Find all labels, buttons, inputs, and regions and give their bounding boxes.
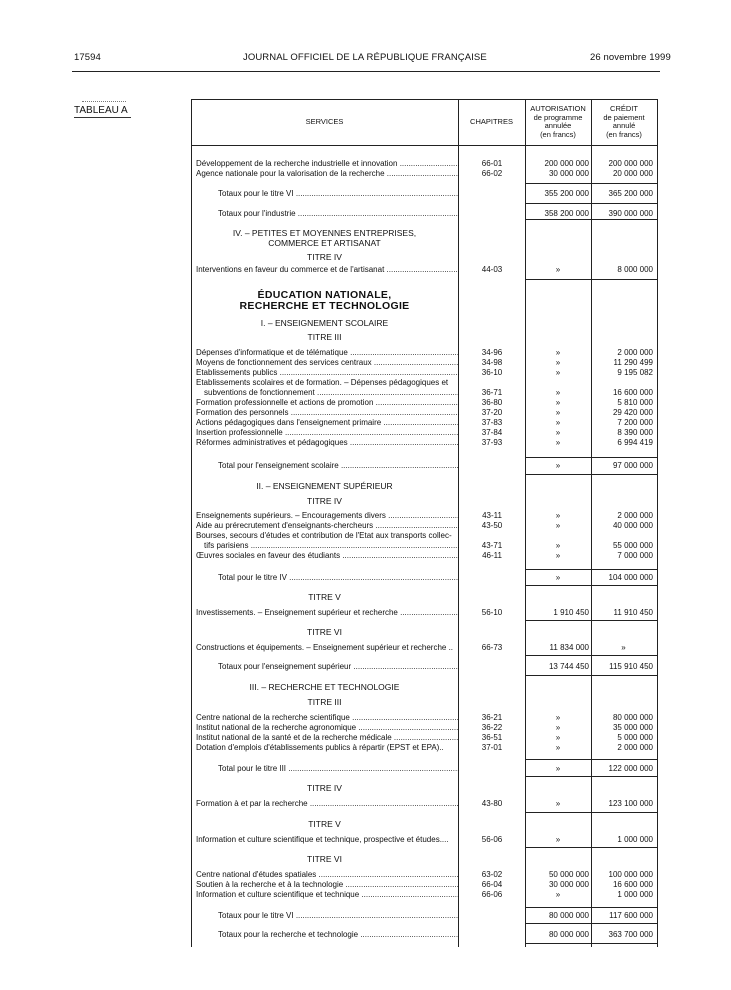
row-chapitre: 63-02 <box>481 870 503 879</box>
total-rule <box>525 655 657 656</box>
row-autorisation: 30 000 000 <box>548 169 589 178</box>
row-label: Total pour le titre IV ..... <box>218 573 459 583</box>
budget-table <box>191 99 658 947</box>
table-row <box>191 764 658 774</box>
titre-heading: TITRE VI <box>307 854 342 864</box>
table-row <box>191 358 658 368</box>
section-rule <box>525 279 657 280</box>
col-header-autorisation: AUTORISATION de programme annulée (en francs) <box>530 104 586 139</box>
table-row <box>191 870 658 880</box>
row-chapitre: 44-03 <box>481 265 503 274</box>
titre-heading: TITRE III <box>307 332 342 342</box>
row-autorisation: » <box>555 541 561 550</box>
row-chapitre: 36-10 <box>481 368 503 377</box>
table-row <box>191 169 658 179</box>
section-rule <box>525 620 657 621</box>
row-credit: 390 000 000 <box>608 209 653 218</box>
row-credit: 104 000 000 <box>608 573 653 582</box>
col-header-services: SERVICES <box>305 116 344 126</box>
row-chapitre: 37-83 <box>481 418 503 427</box>
row-chapitre: 36-21 <box>481 713 503 722</box>
total-rule <box>525 219 657 220</box>
col-header-chapitres: CHAPITRES <box>470 116 513 126</box>
row-chapitre: 36-22 <box>481 723 503 732</box>
row-chapitre: 34-98 <box>481 358 503 367</box>
total-rule <box>525 457 657 458</box>
row-label: Totaux pour l'enseignement supérieur ..... <box>218 662 459 672</box>
row-autorisation: 13 744 450 <box>548 662 589 671</box>
row-credit: 115 910 450 <box>609 662 653 671</box>
row-label: Constructions et équipements. – Enseignement supérieur et recherche .. <box>196 643 454 652</box>
row-autorisation: » <box>555 348 561 357</box>
row-credit: 11 910 450 <box>613 608 653 617</box>
ministry-heading: RECHERCHE ET TECHNOLOGIE <box>239 300 410 312</box>
row-label: Insertion professionnelle ..... <box>196 428 459 438</box>
table-row <box>191 461 658 471</box>
row-label: Total pour le titre III ..... <box>218 764 459 774</box>
row-label: Bourses, secours d'études et contribution de l'Etat aux transports collec- <box>196 531 452 540</box>
table-row <box>191 890 658 900</box>
row-label: Soutien à la recherche et à la technologie ..... <box>196 880 459 890</box>
row-credit: 2 000 000 <box>617 511 653 520</box>
row-label: Centre national de la recherche scientifique ..... <box>196 713 459 723</box>
row-credit: 5 000 000 <box>617 733 653 742</box>
row-chapitre: 56-06 <box>481 835 503 844</box>
table-row <box>191 531 658 541</box>
table-row <box>191 511 658 521</box>
table-row <box>191 723 658 733</box>
row-credit: 8 000 000 <box>617 265 653 274</box>
row-label: Moyens de fonctionnement des services centraux ..... <box>196 358 459 368</box>
row-label: Formation des personnels ..... <box>196 408 459 418</box>
row-label: Totaux pour l'industrie ..... <box>218 209 459 219</box>
col-header-credit: CRÉDIT de paiement annulé (en francs) <box>603 104 645 139</box>
row-label: subventions de fonctionnement ..... <box>204 388 459 398</box>
row-autorisation: » <box>555 408 561 417</box>
row-chapitre: 37-84 <box>481 428 503 437</box>
row-chapitre: 66-73 <box>481 643 503 652</box>
section-rule <box>525 812 657 813</box>
row-autorisation: » <box>555 368 561 377</box>
row-chapitre: 66-01 <box>481 159 503 168</box>
header-rule <box>72 71 660 72</box>
row-label: Institut national de la santé et de la recherche médicale ..... <box>196 733 459 743</box>
titre-heading: TITRE V <box>308 819 341 829</box>
row-autorisation: » <box>555 418 561 427</box>
titre-heading: TITRE IV <box>307 252 342 262</box>
row-autorisation: » <box>555 743 561 752</box>
row-label: Centre national d'études spatiales ..... <box>196 870 459 880</box>
row-credit: 1 000 000 <box>617 835 653 844</box>
row-chapitre: 66-02 <box>481 169 503 178</box>
row-label: Dépenses d'informatique et de télématique ..... <box>196 348 459 358</box>
row-label: Développement de la recherche industrielle et innovation ..... <box>196 159 459 169</box>
row-credit: 97 000 000 <box>612 461 653 470</box>
section-rule <box>525 474 657 475</box>
row-autorisation: » <box>555 428 561 437</box>
row-chapitre: 37-93 <box>481 438 503 447</box>
table-row <box>191 551 658 561</box>
row-label: tifs parisiens ..... <box>204 541 459 551</box>
section-heading: COMMERCE ET ARTISANAT <box>268 238 381 248</box>
publication-date: 26 novembre 1999 <box>590 52 671 63</box>
section-rule <box>525 585 657 586</box>
row-autorisation: » <box>555 723 561 732</box>
row-autorisation: 358 200 000 <box>544 209 589 218</box>
row-credit: 5 810 000 <box>617 398 653 407</box>
table-row <box>191 408 658 418</box>
row-credit: 80 000 000 <box>612 713 653 722</box>
row-chapitre: 66-06 <box>481 890 503 899</box>
row-label: Formation professionnelle et actions de promotion ..... <box>196 398 459 408</box>
table-row <box>191 368 658 378</box>
row-label: Institut national de la recherche agronomique ..... <box>196 723 459 733</box>
row-credit: 16 600 000 <box>612 388 653 397</box>
total-rule <box>525 907 657 908</box>
titre-heading: TITRE V <box>308 592 341 602</box>
row-credit: » <box>621 643 626 652</box>
table-row <box>191 573 658 583</box>
table-row <box>191 880 658 890</box>
row-credit: 40 000 000 <box>612 521 653 530</box>
row-credit: 8 390 000 <box>617 428 653 437</box>
journal-title: JOURNAL OFFICIEL DE LA RÉPUBLIQUE FRANÇAISE <box>243 52 487 63</box>
row-chapitre: 34-96 <box>481 348 503 357</box>
table-row <box>191 799 658 809</box>
table-row <box>191 911 658 921</box>
row-autorisation: » <box>555 573 561 582</box>
row-autorisation: 80 000 000 <box>548 911 589 920</box>
row-credit: 16 600 000 <box>612 880 653 889</box>
row-autorisation: » <box>555 398 561 407</box>
row-chapitre: 46-11 <box>482 551 502 560</box>
table-row <box>191 521 658 531</box>
row-credit: 6 994 419 <box>617 438 653 447</box>
table-row <box>191 438 658 448</box>
row-credit: 123 100 000 <box>608 799 653 808</box>
row-label: Totaux pour le titre VI ..... <box>218 189 459 199</box>
row-autorisation: 355 200 000 <box>544 189 589 198</box>
row-autorisation: 50 000 000 <box>548 870 589 879</box>
row-autorisation: 80 000 000 <box>548 930 589 939</box>
table-row <box>191 189 658 199</box>
row-label: Œuvres sociales en faveur des étudiants ..... <box>196 551 459 561</box>
section-rule <box>525 675 657 676</box>
row-label: Interventions en faveur du commerce et de l'artisanat ..... <box>196 265 459 275</box>
row-label: Actions pédagogiques dans l'enseignement primaire ..... <box>196 418 459 428</box>
row-credit: 9 195 082 <box>617 368 653 377</box>
row-credit: 7 200 000 <box>617 418 653 427</box>
table-row <box>191 608 658 618</box>
row-label: Information et culture scientifique et technique, prospective et études.... <box>196 835 449 844</box>
row-label: Etablissements publics ..... <box>196 368 459 378</box>
row-autorisation: » <box>555 265 561 274</box>
row-credit: 1 000 000 <box>617 890 653 899</box>
section-rule <box>525 776 657 777</box>
tableau-dash-rule <box>82 101 126 102</box>
row-credit: 55 000 000 <box>612 541 653 550</box>
total-rule <box>525 923 657 924</box>
row-credit: 29 420 000 <box>612 408 653 417</box>
table-row <box>191 418 658 428</box>
row-autorisation: » <box>555 799 561 808</box>
row-chapitre: 43-80 <box>481 799 503 808</box>
row-autorisation: » <box>555 521 561 530</box>
titre-heading: TITRE IV <box>307 496 342 506</box>
section-heading: I. – ENSEIGNEMENT SCOLAIRE <box>260 318 389 328</box>
row-label: Totaux pour le titre VI ..... <box>218 911 459 921</box>
row-credit: 365 200 000 <box>608 189 653 198</box>
row-autorisation: 1 910 450 <box>553 608 589 617</box>
table-row <box>191 378 658 388</box>
row-chapitre: 43-11 <box>482 511 502 520</box>
row-autorisation: » <box>555 511 561 520</box>
row-chapitre: 66-04 <box>481 880 503 889</box>
table-row <box>191 348 658 358</box>
row-label: Agence nationale pour la valorisation de la recherche ..... <box>196 169 459 179</box>
row-label: Formation à et par la recherche ..... <box>196 799 459 809</box>
total-rule <box>525 569 657 570</box>
total-rule <box>525 759 657 760</box>
total-rule <box>525 203 657 204</box>
row-credit: 200 000 000 <box>608 159 653 168</box>
table-row <box>191 733 658 743</box>
row-credit: 7 000 000 <box>617 551 653 560</box>
page-number: 17594 <box>74 52 101 63</box>
row-autorisation: 200 000 000 <box>544 159 589 168</box>
table-row <box>191 388 658 398</box>
row-credit: 2 000 000 <box>617 743 653 752</box>
row-chapitre: 36-80 <box>481 398 503 407</box>
table-row <box>191 265 658 275</box>
table-row <box>191 713 658 723</box>
row-autorisation: 30 000 000 <box>548 880 589 889</box>
row-chapitre: 36-71 <box>481 388 503 397</box>
total-rule <box>525 943 657 944</box>
titre-heading: TITRE III <box>307 697 342 707</box>
row-label: Total pour l'enseignement scolaire ..... <box>218 461 459 471</box>
table-row <box>191 428 658 438</box>
row-autorisation: » <box>555 388 561 397</box>
row-chapitre: 43-50 <box>481 521 503 530</box>
section-heading: IV. – PETITES ET MOYENNES ENTREPRISES, <box>232 228 417 238</box>
row-autorisation: » <box>555 358 561 367</box>
table-row <box>191 662 658 672</box>
row-autorisation: » <box>555 551 561 560</box>
row-credit: 117 600 000 <box>609 911 653 920</box>
row-label: Aide au prérecrutement d'enseignants-chercheurs ..... <box>196 521 459 531</box>
row-credit: 20 000 000 <box>612 169 653 178</box>
row-credit: 100 000 000 <box>608 870 653 879</box>
table-row <box>191 835 658 845</box>
titre-heading: TITRE VI <box>307 627 342 637</box>
row-credit: 2 000 000 <box>617 348 653 357</box>
row-autorisation: » <box>555 713 561 722</box>
tableau-label: TABLEAU A <box>74 105 128 116</box>
row-label: Investissements. – Enseignement supérieur et recherche ..... <box>196 608 459 618</box>
section-heading: III. – RECHERCHE ET TECHNOLOGIE <box>249 682 400 692</box>
row-label: Réformes administratives et pédagogiques ..... <box>196 438 459 448</box>
section-heading: II. – ENSEIGNEMENT SUPÉRIEUR <box>256 481 393 491</box>
row-autorisation: 11 834 000 <box>549 643 589 652</box>
ministry-heading: ÉDUCATION NATIONALE, <box>257 289 392 301</box>
tableau-underline <box>74 117 131 118</box>
total-rule <box>525 183 657 184</box>
row-autorisation: » <box>555 733 561 742</box>
row-label: Etablissements scolaires et de formation. – Dépenses pédagogiques et <box>196 378 449 387</box>
table-row <box>191 643 658 653</box>
row-autorisation: » <box>555 461 561 470</box>
row-autorisation: » <box>555 835 561 844</box>
row-label: Totaux pour la recherche et technologie ..... <box>218 930 459 940</box>
table-row <box>191 209 658 219</box>
row-autorisation: » <box>555 764 561 773</box>
header-bottom-rule <box>191 145 658 146</box>
row-credit: 363 700 000 <box>608 930 653 939</box>
row-chapitre: 56-10 <box>481 608 503 617</box>
row-credit: 35 000 000 <box>612 723 653 732</box>
table-row <box>191 930 658 940</box>
row-chapitre: 37-01 <box>481 743 503 752</box>
row-chapitre: 37-20 <box>481 408 503 417</box>
row-autorisation: » <box>555 890 561 899</box>
row-chapitre: 36-51 <box>481 733 503 742</box>
row-credit: 11 290 499 <box>613 358 653 367</box>
row-label: Information et culture scientifique et technique ..... <box>196 890 459 900</box>
table-row <box>191 743 658 753</box>
section-rule <box>525 847 657 848</box>
table-row <box>191 541 658 551</box>
row-credit: 122 000 000 <box>608 764 653 773</box>
row-label: Enseignements supérieurs. – Encouragements divers ..... <box>196 511 459 521</box>
table-row <box>191 398 658 408</box>
row-chapitre: 43-71 <box>481 541 503 550</box>
titre-heading: TITRE IV <box>307 783 342 793</box>
row-autorisation: » <box>555 438 561 447</box>
table-row <box>191 159 658 169</box>
row-label: Dotation d'emplois d'établissements publics à répartir (EPST et EPA).. <box>196 743 444 752</box>
